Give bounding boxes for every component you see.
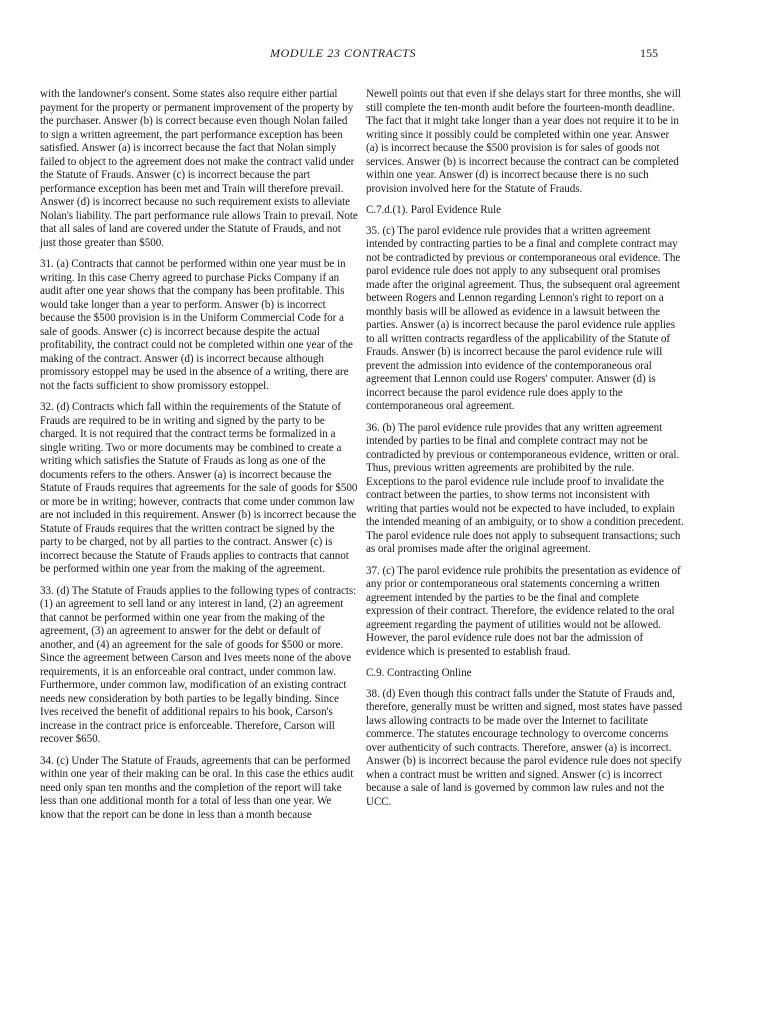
answer-38: 38. (d) Even though this contract falls under the Statute of Frauds and, therefore, generally must be written and signed, most states have passed laws allowing contracts to be made over the Internet to facilitate commerce. The statutes encourage technology to overcome concerns over authenticity of such contracts. Therefore, answer (a) is incorrect. Answer (b) is incorrect because the parol evidence rule does not specify when a contract must be written and signed. Answer (c) is incorrect because a sale of land is governed by common law rules and not the UCC. xyxy=(366,687,683,808)
page-number: 155 xyxy=(640,46,658,60)
answer-34: 34. (c) Under The Statute of Frauds, agreements that can be performed within one year of their making can be oral. In this case the ethics audit need only span ten months and the completion of the report will take less than one additional month for a total of less than one year. We know that the report can be done in less than a month because xyxy=(40,754,354,821)
right-column xyxy=(366,88,684,817)
answer-30-continuation: with the landowner's consent. Some states also require either partial payment for the property or permanent improvement of the property by the purchaser. Answer (b) is correct because even though Nolan failed to sign a written agreement, the part performance exception has been satisfied. Answer (a) is incorrect because the fact that Nolan simply failed to object to the agreement does not make the contract valid under the Statute of Frauds. Answer (c) is incorrect because the part performance exception has been met and Train will therefore prevail. Answer (d) is incorrect because no such requirement exists to alleviate Nolan's liability. The part performance rule allows Train to prevail. Note that all sales of land are covered under the Statute of Frauds, and not just those greater than $500. xyxy=(40,88,358,249)
answer-36: 36. (b) The parol evidence rule provides that any written agreement intended by parties to be final and complete contract may not be contradicted by previous or contemporaneous evidence, written or oral. Thus, previous written agreements are prohibited by the rule. Exceptions to the parol evidence rule include proof to invalidate the contract between the parties, to show terms not inconsistent with writing that parties would not be expected to have included, to explain the intended meaning of an ambiguity, or to show a condition precedent. The parol evidence rule does not apply to subsequent transactions; such as oral promises made after the original agreement. xyxy=(366,421,684,555)
running-header-title: MODULE 23 CONTRACTS xyxy=(270,46,417,60)
left-column xyxy=(40,88,358,830)
answer-31: 31. (a) Contracts that cannot be performed within one year must be in writing. In this case Cherry agreed to purchase Picks Company if an audit after one year shows that the company has been profitable. This would take longer than a year to perform. Answer (b) is incorrect because the $500 provision is in the Uniform Commercial Code for a sale of goods. Answer (c) is incorrect because despite the actual profitability, the contract could not be completed within one year of the making of the contract. Answer (d) is incorrect because although promissory estoppel may be used in the absence of a writing, there are not the facts sufficient to show promissory estoppel. xyxy=(40,258,353,392)
answer-32: 32. (d) Contracts which fall within the requirements of the Statute of Frauds are required to be in writing and signed by the party to be charged. It is not required that the contract terms be formalized in a single writing. Two or more documents may be combined to create a writing which satisfies the Statute of Frauds as long as one of the documents refers to the others. Answer (a) is incorrect because the Statute of Frauds requires that agreements for the sale of goods for $500 or more be in writing; however, contracts that come under common law are not included in this requirement. Answer (b) is incorrect because the Statute of Frauds requires that the written contract be signed by the party to be charged, not by all parties to the contract. Answer (c) is incorrect because the Statute of Frauds applies to contracts that cannot be performed within one year from the making of the agreement. xyxy=(40,401,358,575)
running-header xyxy=(0,46,768,64)
answer-33: 33. (d) The Statute of Frauds applies to the following types of contracts: (1) an agreement to sell land or any interest in land, (2) an agreement that cannot be performed within one year from the making of the agreement, (3) an agreement to answer for the debt or default of another, and (4) an agreement for the sale of goods for $500 or more. Since the agreement between Carson and Ives meets none of the above requirements, it is an enforceable oral contract, under common law. Furthermore, under common law, modification of an existing contract needs new consideration by both parties to be legally binding. Since Ives received the benefit of additional repairs to his book, Carson's increase in the contract price is enforceable. Therefore, Carson will recover $650. xyxy=(40,584,357,745)
section-heading-parol-evidence: C.7.d.(1). Parol Evidence Rule xyxy=(366,204,501,216)
section-heading-contracting-online: C.9. Contracting Online xyxy=(366,667,472,679)
answer-37: 37. (c) The parol evidence rule prohibits the presentation as evidence of any prior or contemporaneous oral statements concerning a written agreement intended by the parties to be the final and complete expression of their contract. Therefore, the evidence related to the oral agreement regarding the payment of utilities would not be allowed. However, the parol evidence rule does not bar the admission of evidence which is presented to establish fraud. xyxy=(366,564,681,658)
answer-34-continuation: Newell points out that even if she delays start for three months, she will still complete the ten-month audit before the fourteen-month deadline. The fact that it might take longer than a year does not require it to be in writing since it possibly could be completed within one year. Answer (a) is incorrect because the $500 provision is for sales of goods not services. Answer (b) is incorrect because the contract can be completed within one year. Answer (d) is incorrect because there is no such provision involved here for the Statute of Frauds. xyxy=(366,88,681,195)
answer-35: 35. (c) The parol evidence rule provides that a written agreement intended by contracting parties to be a final and complete contract may not be contradicted by previous or contemporaneous oral evidence. The parol evidence rule does not apply to any subsequent oral promises made after the original agreement. Thus, the subsequent oral agreement between Rogers and Lennon regarding Lennon's right to report on a monthly basis will be allowed as evidence in a lawsuit between the parties. Answer (a) is incorrect because the parol evidence rule applies to all written contracts regardless of the applicability of the Statute of Frauds. Answer (b) is incorrect because the parol evidence rule will prevent the admission into evidence of the contemporaneous oral agreement that Lennon could use Rogers' computer. Answer (d) is incorrect because the parol evidence rule does apply to the contemporaneous oral agreement. xyxy=(366,224,681,412)
